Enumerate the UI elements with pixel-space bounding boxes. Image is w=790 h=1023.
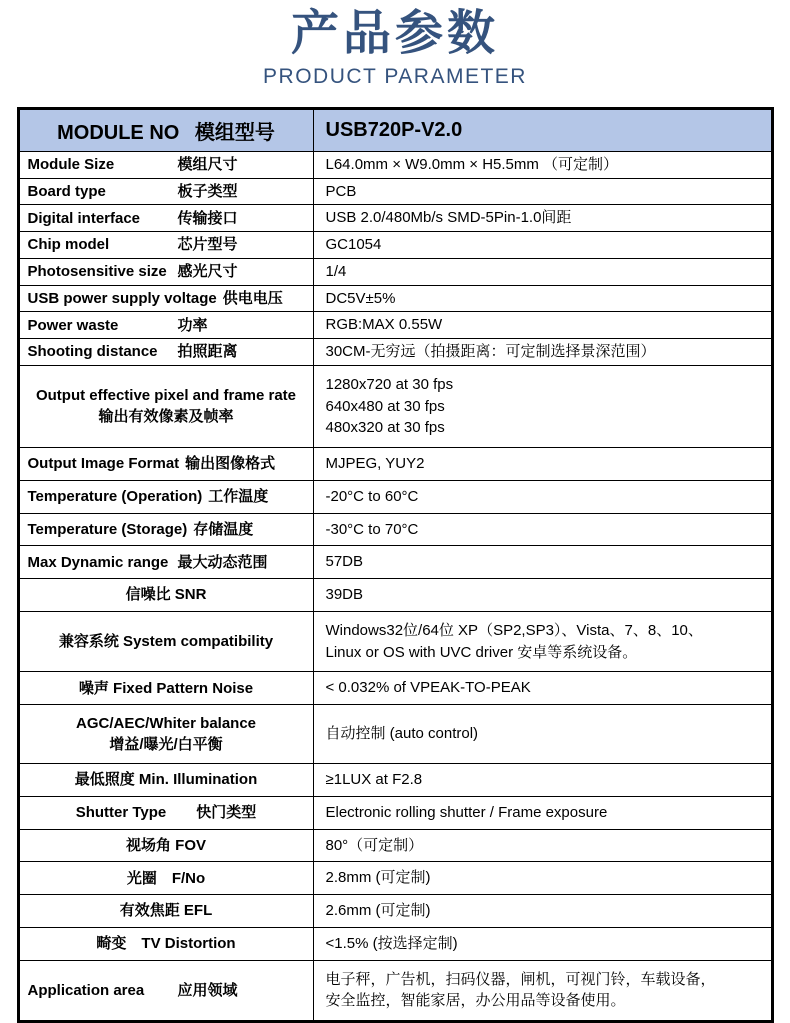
row-label-cell <box>18 672 313 705</box>
row-value-cell <box>313 232 772 259</box>
row-value-cell <box>313 764 772 797</box>
row-label-cell <box>18 448 313 481</box>
row-value-line: Linux or OS with UVC driver 安卓等系统设备。 <box>325 643 638 661</box>
table-row <box>18 960 772 1022</box>
row-label <box>28 486 305 507</box>
row-value-cell <box>313 205 772 232</box>
row-value-line: DC5V±5% <box>325 289 396 307</box>
row-value-line: -30°C to 70°C <box>325 520 419 538</box>
row-label-line: 信噪比 SNR <box>125 586 207 604</box>
row-label <box>28 208 305 229</box>
spec-table <box>17 107 774 1023</box>
row-label-line: 最低照度 Min. Illumination <box>74 771 258 789</box>
table-row <box>18 448 772 481</box>
row-label-cell <box>18 285 313 312</box>
row-label-zh: 功率 <box>177 316 208 334</box>
table-row <box>18 312 772 339</box>
row-value-line: 2.8mm (可定制) <box>325 869 431 887</box>
row-label-cell <box>18 829 313 862</box>
row-label-line: 增益/曝光/白平衡 <box>109 736 223 754</box>
row-label-cell <box>18 232 313 259</box>
row-value-cell <box>313 480 772 513</box>
spec-table-body <box>18 151 772 1021</box>
row-label-cell <box>18 796 313 829</box>
row-value-line: PCB <box>325 182 357 200</box>
row-label-cell <box>18 546 313 579</box>
row-label-en: Output Image Format <box>27 455 180 473</box>
table-header-row <box>18 108 772 151</box>
row-label-zh: 模组尺寸 <box>177 156 238 174</box>
row-label-line: 噪声 Fixed Pattern Noise <box>78 679 254 697</box>
row-label-line: 光圈 F/No <box>126 869 206 887</box>
row-value-line: 1280x720 at 30 fps <box>325 375 454 393</box>
row-label-cell <box>18 960 313 1022</box>
table-row <box>18 232 772 259</box>
row-label-zh: 应用领域 <box>177 981 238 999</box>
module-no-header <box>18 108 313 151</box>
module-no-value: USB720P-V2.0 <box>313 108 772 151</box>
table-row <box>18 480 772 513</box>
row-value-line: 640x480 at 30 fps <box>325 397 445 415</box>
row-label-zh: 输出图像格式 <box>185 455 276 473</box>
row-value-line: 2.6mm (可定制) <box>325 902 431 920</box>
row-label-en: Max Dynamic range <box>27 553 169 571</box>
row-label-cell <box>18 927 313 960</box>
row-label <box>28 453 305 474</box>
table-row <box>18 705 772 764</box>
row-label-line: 视场角 FOV <box>125 836 206 854</box>
row-value-line: 480x320 at 30 fps <box>325 419 445 437</box>
row-value-line: 57DB <box>325 553 364 571</box>
row-value-line: <1.5% (按选择定制) <box>325 934 458 952</box>
row-label-cell <box>18 895 313 928</box>
table-row <box>18 862 772 895</box>
row-value-cell <box>313 796 772 829</box>
row-value-line: GC1054 <box>325 236 382 254</box>
row-label-en: Application area <box>27 981 145 999</box>
table-row <box>18 546 772 579</box>
row-label-zh: 板子类型 <box>177 182 238 200</box>
row-value-cell <box>313 312 772 339</box>
table-row <box>18 365 772 447</box>
row-value-line: Windows32位/64位 XP（SP2,SP3）、Vista、7、8、10、 <box>325 621 703 639</box>
row-value-line: 30CM-无穷远（拍摄距离：可定制选择景深范围） <box>325 343 656 361</box>
row-value-cell <box>313 611 772 672</box>
row-value-cell <box>313 579 772 612</box>
row-value-cell <box>313 513 772 546</box>
row-value-line: MJPEG, YUY2 <box>325 455 425 473</box>
row-label-cell <box>18 764 313 797</box>
row-value-line: -20°C to 60°C <box>325 487 419 505</box>
row-label-cell <box>18 365 313 447</box>
row-value-line: RGB:MAX 0.55W <box>325 316 443 334</box>
row-value-cell <box>313 285 772 312</box>
row-label-cell <box>18 862 313 895</box>
row-label <box>28 519 305 540</box>
row-value-cell <box>313 365 772 447</box>
row-value-cell <box>313 829 772 862</box>
row-label-cell <box>18 705 313 764</box>
row-label <box>28 980 305 1001</box>
row-value-cell <box>313 927 772 960</box>
row-value-cell <box>313 151 772 178</box>
row-label-en: Shooting distance <box>27 343 158 361</box>
row-value-line: USB 2.0/480Mb/s SMD-5Pin-1.0间距 <box>325 209 572 227</box>
row-label-zh: 工作温度 <box>208 488 269 506</box>
table-row <box>18 151 772 178</box>
table-row <box>18 178 772 205</box>
row-label-cell <box>18 258 313 285</box>
row-label-cell <box>18 178 313 205</box>
row-value-line: 电子秤，广告机，扫码仪器，闸机，可视门铃，车载设备， <box>325 970 716 988</box>
row-value-cell <box>313 705 772 764</box>
row-value-line: 80°（可定制） <box>325 836 424 854</box>
row-label-line: 畸变 TV Distortion <box>96 935 236 953</box>
row-value-cell <box>313 178 772 205</box>
row-label-en: Temperature (Storage) <box>27 520 188 538</box>
module-no-label-zh: 模组型号 <box>194 121 275 144</box>
table-row <box>18 796 772 829</box>
row-label-en: Photosensitive size <box>27 263 167 281</box>
row-value-cell <box>313 546 772 579</box>
table-row <box>18 258 772 285</box>
page-title: 产品参数 <box>290 7 499 60</box>
row-label-en: Chip model <box>27 236 110 254</box>
page-subtitle: PRODUCT PARAMETER <box>263 64 527 88</box>
table-row <box>18 285 772 312</box>
row-label-zh: 最大动态范围 <box>177 553 268 571</box>
row-value-cell <box>313 258 772 285</box>
row-value-line: < 0.032% of VPEAK-TO-PEAK <box>325 679 531 697</box>
row-label <box>28 552 305 573</box>
row-label <box>28 261 305 282</box>
row-value-line: 自动控制 (auto control) <box>325 725 479 743</box>
row-value-line: ≥1LUX at F2.8 <box>325 771 423 789</box>
row-value-cell <box>313 895 772 928</box>
row-label-line: Shutter Type 快门类型 <box>75 804 257 822</box>
row-label-en: USB power supply voltage <box>27 289 217 307</box>
row-label-cell <box>18 513 313 546</box>
row-label <box>28 154 305 175</box>
row-value-line: 39DB <box>325 586 364 604</box>
row-value-line: 1/4 <box>325 262 347 280</box>
row-label-zh: 拍照距离 <box>177 343 238 361</box>
row-label-zh: 传输接口 <box>177 209 238 227</box>
row-label-line: AGC/AEC/Whiter balance <box>75 715 257 733</box>
row-label <box>28 288 305 309</box>
row-label-cell <box>18 205 313 232</box>
table-row <box>18 927 772 960</box>
row-value-line: L64.0mm × W9.0mm × H5.5mm （可定制） <box>325 155 619 173</box>
table-row <box>18 764 772 797</box>
row-label-zh: 供电电压 <box>222 289 283 307</box>
row-label-line: 兼容系统 System compatibility <box>58 633 274 651</box>
table-row <box>18 205 772 232</box>
row-label-en: Power waste <box>27 316 119 334</box>
row-label-cell <box>18 151 313 178</box>
row-label-zh: 感光尺寸 <box>177 263 238 281</box>
row-value-cell <box>313 672 772 705</box>
table-row <box>18 339 772 366</box>
table-row <box>18 611 772 672</box>
table-row <box>18 672 772 705</box>
table-row <box>18 895 772 928</box>
module-no-label-en: MODULE NO <box>57 121 180 144</box>
row-label-en: Temperature (Operation) <box>27 488 203 506</box>
row-label-zh: 存储温度 <box>193 520 254 538</box>
row-value-cell <box>313 339 772 366</box>
row-label <box>28 234 305 255</box>
row-label-line: 输出有效像素及帧率 <box>98 408 234 426</box>
table-row <box>18 579 772 612</box>
row-label-en: Digital interface <box>27 209 141 227</box>
row-label <box>28 181 305 202</box>
row-label-line: 有效焦距 EFL <box>119 902 213 920</box>
row-value-line: Electronic rolling shutter / Frame exposure <box>325 803 608 821</box>
row-value-cell <box>313 448 772 481</box>
row-label-cell <box>18 312 313 339</box>
row-value-cell <box>313 862 772 895</box>
row-value-line: 安全监控，智能家居，办公用品等设备使用。 <box>325 992 626 1010</box>
row-label-cell <box>18 611 313 672</box>
row-value-cell <box>313 960 772 1022</box>
row-label <box>28 315 305 336</box>
table-row <box>18 829 772 862</box>
row-label-cell <box>18 480 313 513</box>
row-label-cell <box>18 339 313 366</box>
table-row <box>18 513 772 546</box>
row-label-zh: 芯片型号 <box>177 236 238 254</box>
row-label-en: Board type <box>27 182 106 200</box>
title-block <box>0 8 790 89</box>
row-label <box>28 341 305 362</box>
row-label-line: Output effective pixel and frame rate <box>35 387 297 405</box>
row-label-cell <box>18 579 313 612</box>
row-label-en: Module Size <box>27 156 115 174</box>
